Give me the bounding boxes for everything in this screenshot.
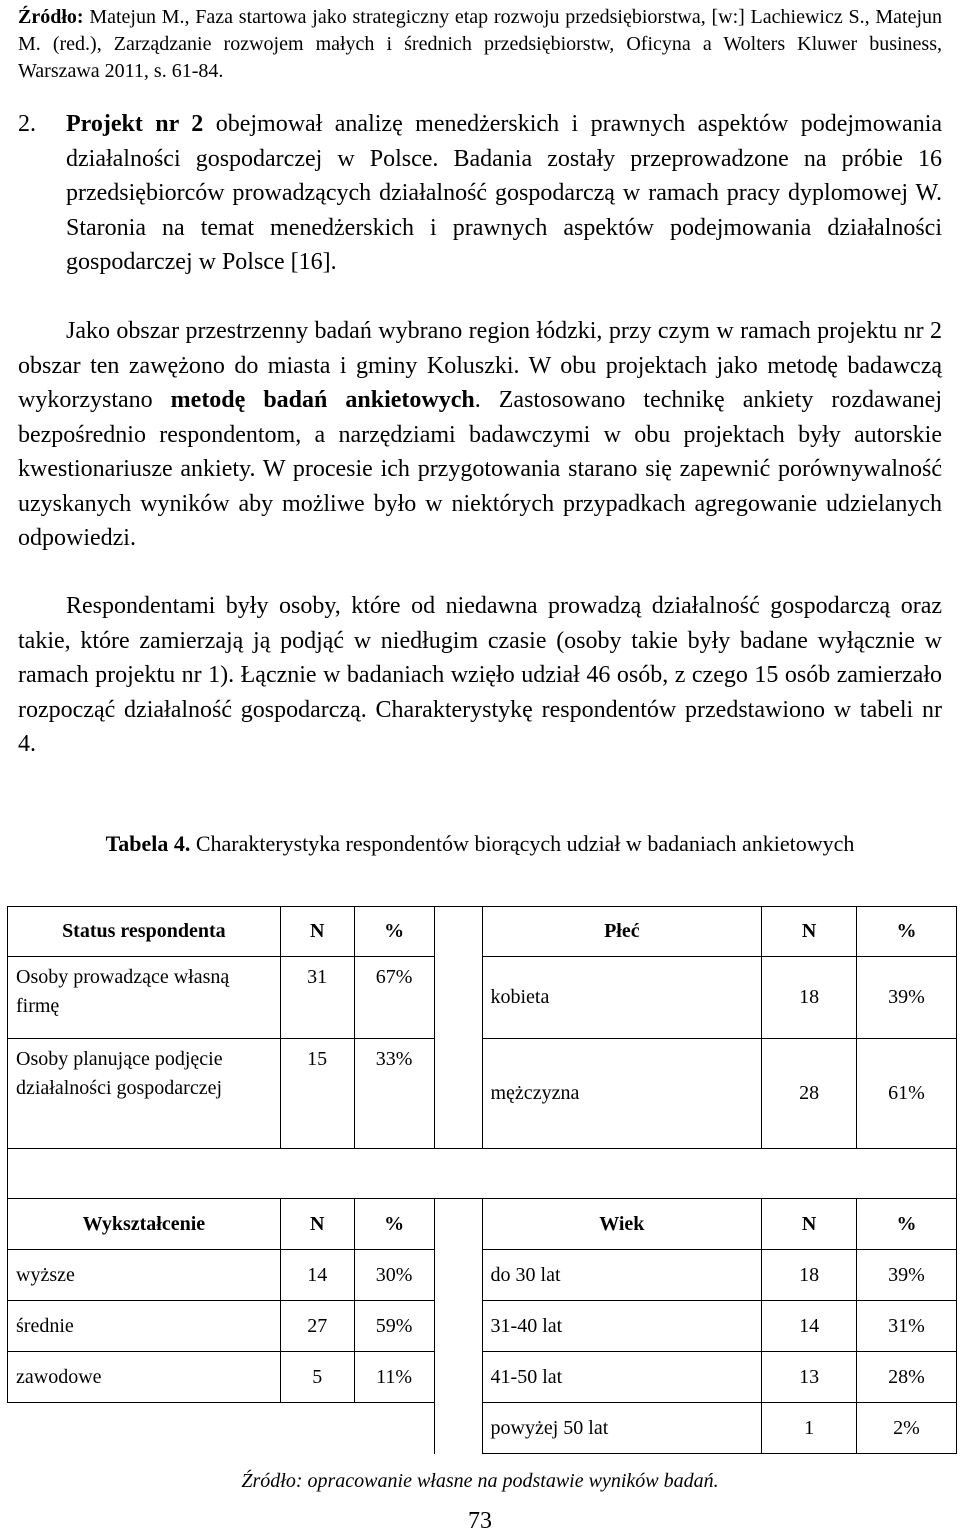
cell-n: 31: [280, 957, 354, 1039]
cell-n: 14: [280, 1250, 354, 1301]
table-header-row: [8, 907, 957, 957]
cell-n: 5: [280, 1352, 354, 1403]
header-status: Status respondenta: [8, 907, 281, 957]
table-spacer: [434, 1301, 482, 1352]
paragraph-text-b: . Zastosowano technikę ankiety rozdawanej bezpośrednio respondentom, a narzędziami badawczymi w obu projektach były autorskie kwestionariusze ankiety. W procesie ich przygotowania starano się zapewnić porównywalność uzyskanych wyników aby możliwe było w niektórych przypadkach agregowanie udzielanych odpowiedzi.: [18, 387, 942, 551]
cell-education: średnie: [8, 1301, 281, 1352]
source-note: [18, 4, 942, 85]
table-header-row: [8, 1199, 957, 1250]
header-n: N: [762, 907, 857, 957]
table-spacer: [434, 1039, 482, 1149]
paragraph-text: Respondentami były osoby, które od niedawna prowadzą działalność gospodarczą oraz takie, które zamierzają ją podjąć w niedługim czasie (osoby takie były badane wyłącznie w ramach projektu nr 1). Łącznie w badaniach wzięło udział 46 osób, z czego 15 osób zamierzało rozpocząć działalność gospodarczą. Charakterystykę respondentów przedstawiono w tabeli nr 4.: [18, 593, 942, 757]
cell-pct: 39%: [857, 1250, 957, 1301]
table-row: [8, 1039, 957, 1149]
source-note-label: Źródło:: [18, 6, 84, 28]
table-source-note: Źródło: opracowanie własne na podstawie wyników badań.: [241, 1470, 719, 1492]
table-row: [8, 957, 957, 1039]
cell-n: 18: [762, 957, 857, 1039]
cell-pct: 31%: [857, 1301, 957, 1352]
header-education: Wykształcenie: [8, 1199, 281, 1250]
cell-sex: mężczyzna: [482, 1039, 762, 1149]
table-spacer: [434, 1352, 482, 1403]
cell-age: powyżej 50 lat: [482, 1403, 762, 1454]
page-number: 73: [468, 1508, 492, 1534]
cell-n: 27: [280, 1301, 354, 1352]
table-row: [8, 1403, 957, 1454]
cell-pct: 59%: [354, 1301, 434, 1352]
cell-sex: kobieta: [482, 957, 762, 1039]
header-n: N: [280, 1199, 354, 1250]
table-caption: [18, 828, 942, 859]
respondents-table-status-sex: [7, 906, 957, 1199]
table-spacer: [434, 1403, 482, 1454]
table-gap-row: [8, 1149, 957, 1199]
cell-n: 14: [762, 1301, 857, 1352]
table-spacer: [434, 957, 482, 1039]
cell-pct: 11%: [354, 1352, 434, 1403]
paragraph-text-a: Jako obszar przestrzenny badań wybrano region łódzki, przy czym w ramach projektu nr 2 obszar ten zawężono do miasta i gminy Koluszki. W obu projektach jako metodę badawczą wykorzystano: [18, 318, 942, 413]
source-note-text: Matejun M., Faza startowa jako strategiczny etap rozwoju przedsiębiorstwa, [w:] Lachiewicz S., Matejun M. (red.), Zarządzanie rozwojem małych i średnich przedsiębiorstw, Oficyna a Wolters Kluwer business, Warszawa 2011, s. 61-84.: [18, 6, 943, 82]
cell-education: zawodowe: [8, 1352, 281, 1403]
table-caption-text: Charakterystyka respondentów biorących udział w badaniach ankietowych: [195, 831, 855, 856]
cell-n: 13: [762, 1352, 857, 1403]
cell-pct: 39%: [857, 957, 957, 1039]
cell-pct: 61%: [857, 1039, 957, 1149]
paragraph-respondents: [18, 589, 942, 762]
table-row: [8, 1301, 957, 1352]
header-sex: Płeć: [482, 907, 762, 957]
cell-pct: 2%: [857, 1403, 957, 1454]
cell-status: Osoby prowadzące własną firmę: [8, 957, 281, 1039]
table-row: [8, 1250, 957, 1301]
list-item-number: 2.: [18, 111, 36, 137]
cell-pct: 30%: [354, 1250, 434, 1301]
cell-age: do 30 lat: [482, 1250, 762, 1301]
header-n: N: [762, 1199, 857, 1250]
respondents-table-education-age: [7, 1198, 957, 1454]
paragraph-research-area: [18, 314, 942, 556]
cell-age: 41-50 lat: [482, 1352, 762, 1403]
table-row: [8, 1352, 957, 1403]
table-spacer: [434, 1199, 482, 1250]
header-pct: %: [857, 907, 957, 957]
cell-n: 18: [762, 1250, 857, 1301]
list-item-project-2: [18, 107, 942, 280]
cell-age: 31-40 lat: [482, 1301, 762, 1352]
header-pct: %: [354, 1199, 434, 1250]
table-spacer: [434, 907, 482, 957]
cell-status: Osoby planujące podjęcie działalności gospodarczej: [8, 1039, 281, 1149]
header-pct: %: [857, 1199, 957, 1250]
cell-pct: 28%: [857, 1352, 957, 1403]
header-age: Wiek: [482, 1199, 762, 1250]
header-pct: %: [354, 907, 434, 957]
cell-n: 1: [762, 1403, 857, 1454]
cell-education: wyższe: [8, 1250, 281, 1301]
cell-pct: 67%: [354, 957, 434, 1039]
table-empty-cell: [8, 1403, 435, 1454]
cell-n: 15: [280, 1039, 354, 1149]
cell-pct: 33%: [354, 1039, 434, 1149]
table-spacer: [434, 1250, 482, 1301]
list-item-bold-lead: Projekt nr 2: [66, 111, 204, 137]
header-n: N: [280, 907, 354, 957]
cell-n: 28: [762, 1039, 857, 1149]
table-caption-label: Tabela 4.: [105, 831, 191, 856]
paragraph-bold-method: metodę badań ankietowych: [170, 387, 475, 413]
list-item-text: obejmował analizę menedżerskich i prawnych aspektów podejmowania działalności gospodarczej w Polsce. Badania zostały przeprowadzone na próbie 16 przedsiębiorców prowadzących działalność gospodarczą w ramach pracy dyplomowej W. Staronia na temat menedżerskich i prawnych aspektów podejmowania działalności gospodarczej w Polsce [16].: [66, 111, 943, 275]
